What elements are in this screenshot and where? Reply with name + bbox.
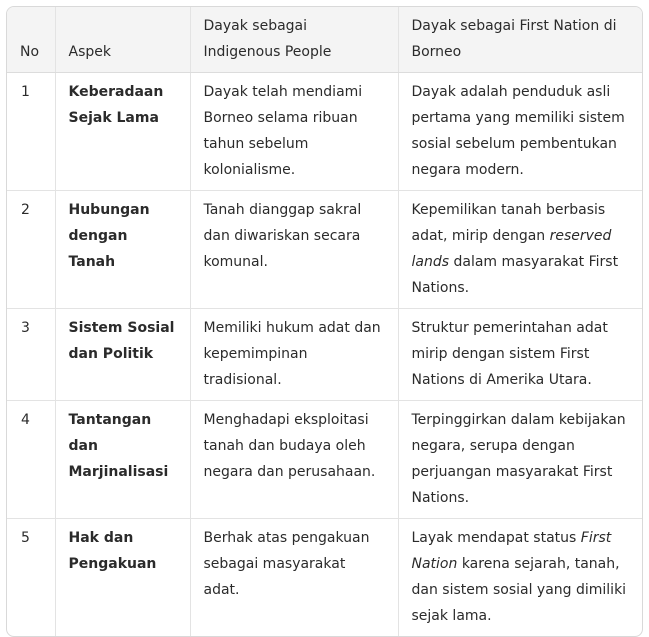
- text-part: Layak mendapat status: [411, 530, 581, 546]
- row-no: 2: [7, 191, 55, 309]
- row-first-nation: Dayak adalah penduduk asli pertama yang memiliki sistem sosial sebelum pembentukan negara modern.: [411, 84, 625, 178]
- row-first-nation: [398, 519, 642, 637]
- row-no: 3: [7, 309, 55, 401]
- table-row: [7, 309, 642, 401]
- row-indigenous: Memiliki hukum adat dan kepemimpinan tradisional.: [190, 309, 398, 401]
- table-row: [7, 401, 642, 519]
- table-row: [7, 519, 642, 637]
- header-no: No: [7, 7, 55, 73]
- header-indigenous: Dayak sebagai Indigenous People: [190, 7, 398, 73]
- row-no: 5: [7, 519, 55, 637]
- header-row: [7, 7, 642, 73]
- row-indigenous: Dayak telah mendiami Borneo selama ribuan tahun sebelum kolonialisme.: [190, 73, 398, 191]
- row-aspek: Tantangan dan Marjinalisasi: [55, 401, 190, 519]
- text-part: dalam masyarakat First Nations.: [411, 254, 619, 296]
- header-aspek: Aspek: [55, 7, 190, 73]
- row-indigenous: Menghadapi eksploitasi tanah dan budaya oleh negara dan perusahaan.: [190, 401, 398, 519]
- row-no: 4: [7, 401, 55, 519]
- row-first-nation: [398, 191, 642, 309]
- table-header: [7, 7, 642, 73]
- header-first-nation: Dayak sebagai First Nation di Borneo: [398, 7, 642, 73]
- row-aspek: Keberadaan Sejak Lama: [55, 73, 190, 191]
- row-indigenous: Tanah dianggap sakral dan diwariskan secara komunal.: [190, 191, 398, 309]
- row-first-nation: Terpinggirkan dalam kebijakan negara, serupa dengan perjuangan masyarakat First Nations.: [411, 412, 626, 506]
- row-aspek: Hubungan dengan Tanah: [55, 191, 190, 309]
- table-row: [7, 73, 642, 191]
- table-body: [7, 73, 642, 637]
- table-row: [7, 191, 642, 309]
- italic-term: First Nation: [411, 530, 612, 572]
- table: [7, 7, 642, 636]
- row-first-nation: Struktur pemerintahan adat mirip dengan sistem First Nations di Amerika Utara.: [411, 320, 608, 388]
- row-no: 1: [7, 73, 55, 191]
- comparison-table: [6, 6, 643, 637]
- row-aspek: Hak dan Pengakuan: [55, 519, 190, 637]
- row-indigenous: Berhak atas pengakuan sebagai masyarakat adat.: [190, 519, 398, 637]
- italic-term: reserved lands: [411, 228, 612, 270]
- row-aspek: Sistem Sosial dan Politik: [55, 309, 190, 401]
- text-part: Kepemilikan tanah berbasis adat, mirip dengan: [411, 202, 606, 244]
- text-part: karena sejarah, tanah, dan sistem sosial yang dimiliki sejak lama.: [411, 556, 627, 624]
